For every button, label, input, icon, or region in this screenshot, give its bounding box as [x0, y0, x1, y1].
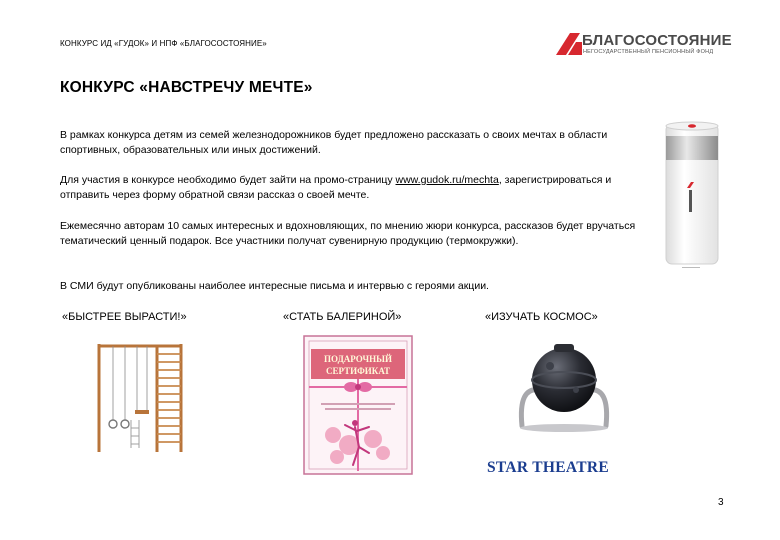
- header-text: КОНКУРС ИД «ГУДОК» И НПФ «БЛАГОСОСТОЯНИЕ»: [60, 39, 267, 48]
- paragraph-participation-end: , зарегистрироваться и отправить через форму обратной связи рассказ о своей мечте.: [60, 174, 612, 201]
- wall-bars-image: [95, 340, 187, 454]
- thermo-mug-image: [662, 120, 722, 272]
- paragraph-prizes: Ежемесячно авторам 10 самых интересных и вдохновляющих, по мнению жюри конкурса, рассказов будет вручаться тематический ценный подарок. Все участники получат сувенирную продукцию (термокружки).: [60, 220, 636, 247]
- logo-mark-icon: [556, 33, 582, 55]
- paragraph-intro: В рамках конкурса детям из семей железнодорожников будет предложено рассказать о своих мечтах в области спортивных, образовательных или иных достижений.: [60, 129, 608, 156]
- prize-label-space: «ИЗУЧАТЬ КОСМОС»: [485, 311, 598, 323]
- star-theatre-caption: STAR THEATRE: [487, 459, 610, 476]
- blagosostoyanie-logo: [556, 31, 732, 63]
- page-number: 3: [718, 497, 724, 508]
- paragraph-participation: [60, 173, 640, 203]
- page-title: КОНКУРС «НАВСТРЕЧУ МЕЧТЕ»: [60, 79, 313, 96]
- promo-link[interactable]: www.gudok.ru/mechta: [395, 174, 499, 186]
- certificate-title-line1: ПОДАРОЧНЫЙ: [324, 354, 392, 364]
- certificate-title-line2: СЕРТИФИКАТ: [325, 366, 391, 376]
- logo-tagline: НЕГОСУДАРСТВЕННЫЙ ПЕНСИОННЫЙ ФОНД: [583, 49, 714, 55]
- gift-certificate-image: [303, 335, 413, 475]
- paragraph-participation-start: Для участия в конкурсе необходимо будет зайти на промо-страницу: [60, 174, 396, 186]
- paragraph-media: В СМИ будут опубликованы наиболее интересные письма и интервью с героями акции.: [60, 280, 489, 292]
- logo-name: БЛАГОСОСТОЯНИЕ: [582, 32, 732, 49]
- star-theatre-projector-image: [510, 340, 618, 434]
- prize-label-ballerina: «СТАТЬ БАЛЕРИНОЙ»: [283, 311, 402, 323]
- prize-label-grow: «БЫСТРЕЕ ВЫРАСТИ!»: [62, 311, 187, 323]
